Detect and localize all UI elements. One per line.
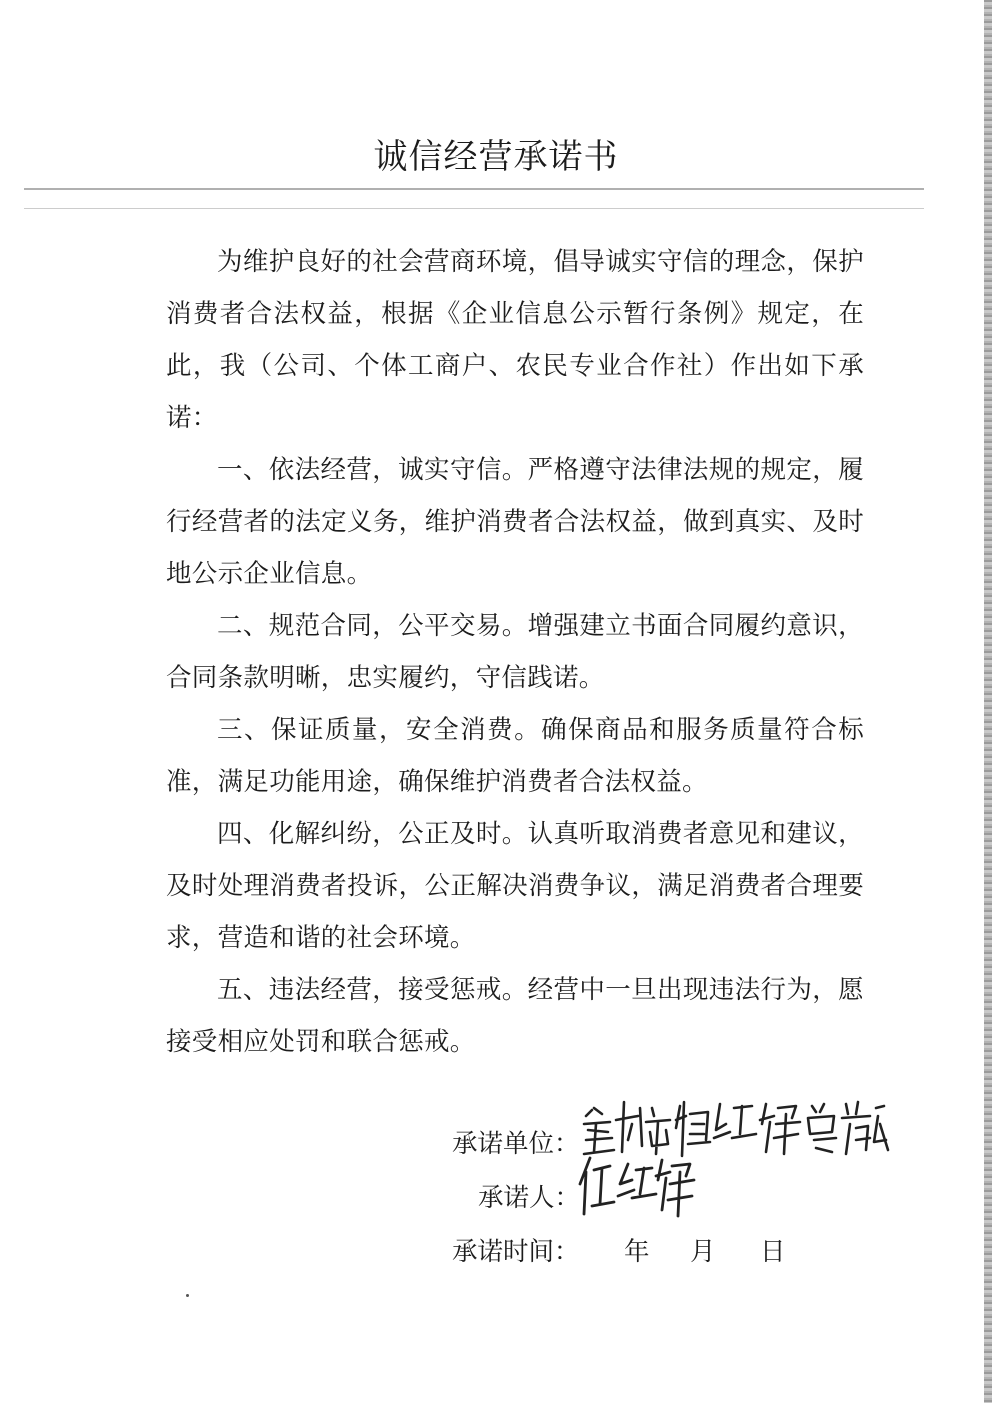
date-year-label: 年 [624, 1237, 650, 1267]
title-divider-faint [24, 208, 924, 209]
paragraph-item-5: 五、违法经营，接受惩戒。经营中一旦出现违法行为，愿接受相应处罚和联合惩戒。 [166, 975, 864, 1057]
signature-person-line [478, 1178, 580, 1218]
signature-unit-line [452, 1124, 580, 1164]
signature-date-label: 承诺时间： [452, 1237, 580, 1267]
scan-edge [984, 0, 992, 1403]
signature-person-label: 承诺人： [478, 1183, 581, 1213]
paragraph-item-4: 四、化解纠纷，公正及时。认真听取消费者意见和建议，及时处理消费者投诉，公正解决消费争议，满足消费者合理要求，营造和谐的社会环境。 [166, 819, 864, 953]
paragraph-intro: 为维护良好的社会营商环境，倡导诚实守信的理念，保护消费者合法权益，根据《企业信息公示暂行条例》规定，在此，我（公司、个体工商户、农民专业合作社）作出如下承诺： [166, 247, 864, 433]
paragraph-item-3: 三、保证质量，安全消费。确保商品和服务质量符合标准，满足功能用途，确保维护消费者合法权益。 [166, 715, 864, 797]
title-divider [24, 188, 924, 190]
document-body [166, 236, 864, 1068]
signature-date-line [452, 1232, 786, 1272]
paragraph-item-1: 一、依法经营，诚实守信。严格遵守法律法规的规定，履行经营者的法定义务，维护消费者合法权益，做到真实、及时地公示企业信息。 [166, 455, 864, 589]
date-day-label: 日 [760, 1237, 786, 1267]
date-month-label: 月 [690, 1237, 716, 1267]
handwritten-person-signature [576, 1150, 696, 1222]
signature-unit-label: 承诺单位： [452, 1129, 580, 1159]
scan-speck [186, 1294, 189, 1297]
document-title: 诚信经营承诺书 [373, 137, 619, 177]
paragraph-item-2: 二、规范合同，公平交易。增强建立书面合同履约意识，合同条款明晰，忠实履约，守信践诺。 [166, 611, 864, 693]
